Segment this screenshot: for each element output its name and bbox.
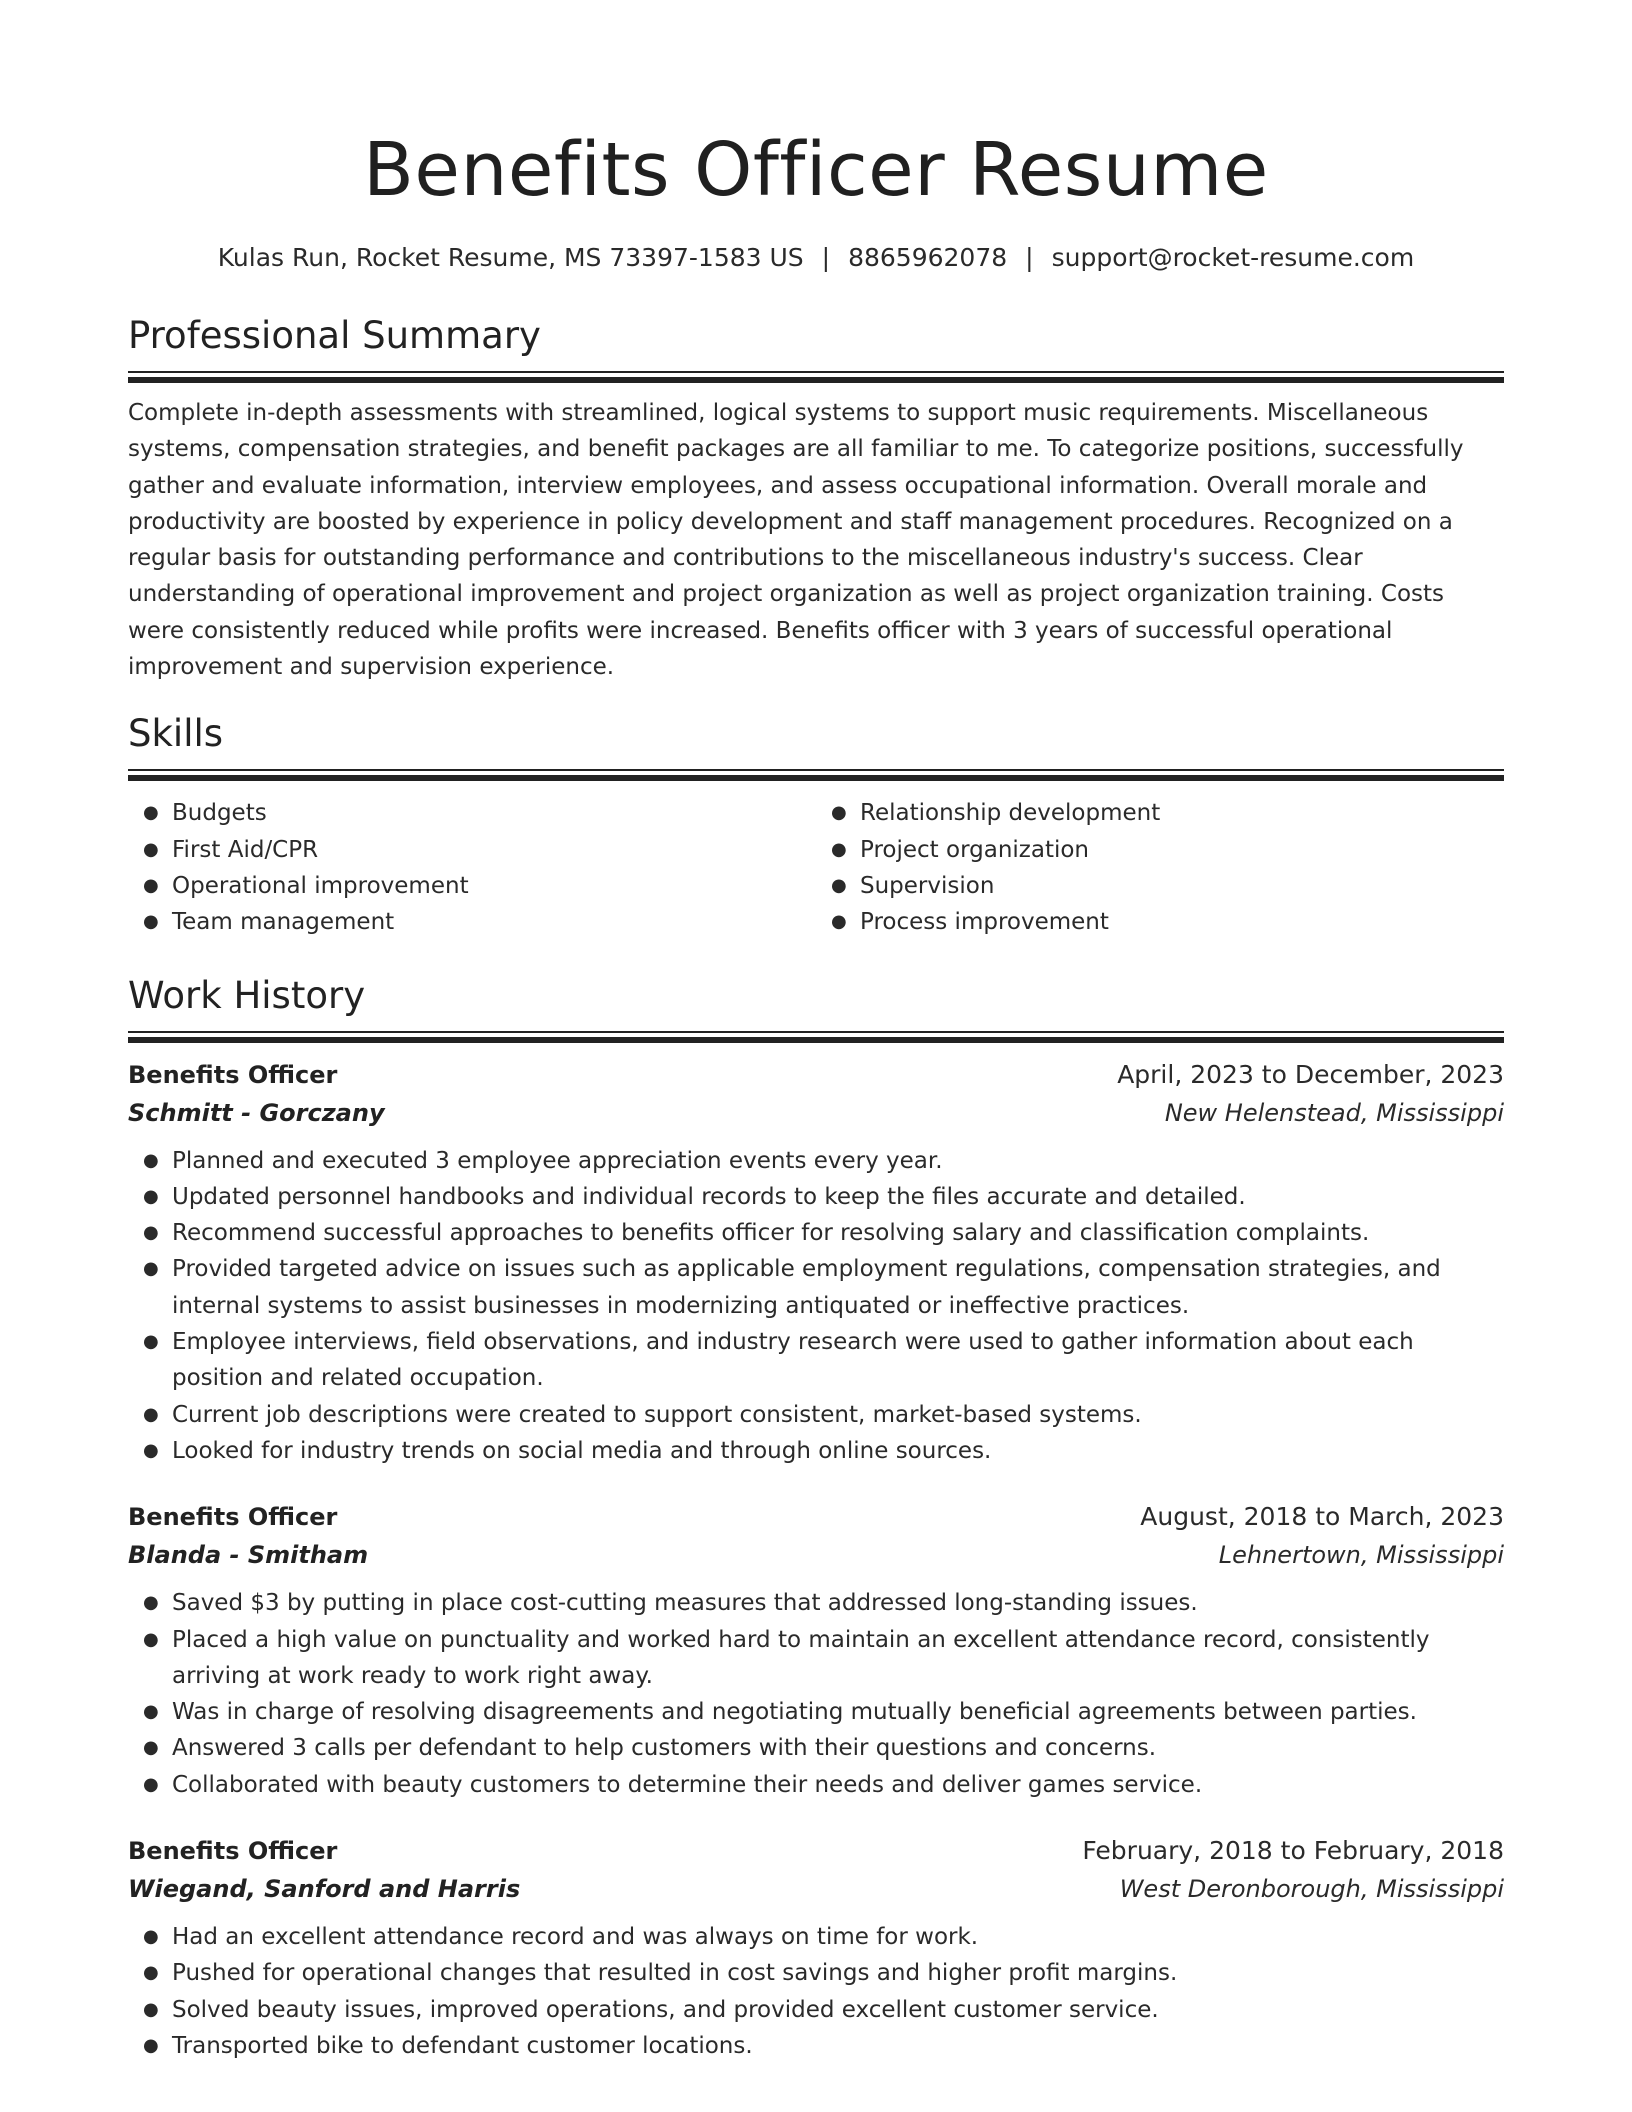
contact-separator: | [1025, 243, 1034, 272]
bullet-icon: ● [831, 838, 847, 860]
job-title: Benefits Officer [128, 1503, 338, 1532]
list-item-text: Collaborated with beauty customers to determine their needs and deliver games service. [172, 1771, 1203, 1798]
job-entry [128, 1057, 1504, 1470]
bullet-icon: ● [143, 1185, 159, 1207]
contact-address: Kulas Run, Rocket Resume, MS 73397-1583 US [217, 243, 804, 272]
job-dates: April, 2023 to December, 2023 [1117, 1059, 1504, 1089]
list-item [143, 868, 816, 904]
skills-list-left [128, 795, 816, 940]
job-bullets [128, 1143, 1504, 1470]
job-company: Blanda - Smitham [128, 1541, 369, 1570]
contact-separator: | [821, 243, 831, 272]
section-divider [128, 371, 1504, 383]
list-item-text: Operational improvement [172, 872, 469, 899]
job-company-row [128, 1869, 1504, 1909]
list-item-text: Looked for industry trends on social media and through online sources. [172, 1437, 992, 1464]
section-divider [128, 1031, 1504, 1043]
list-item [143, 1992, 1504, 2028]
job-header-row [128, 1499, 1504, 1535]
list-item-text: Process improvement [860, 909, 1109, 936]
list-item [143, 1251, 1504, 1324]
list-item [143, 904, 816, 940]
bullet-icon: ● [143, 1258, 159, 1280]
bullet-icon: ● [143, 1149, 159, 1171]
list-item-text: Answered 3 calls per defendant to help customers with their questions and concerns. [172, 1735, 1157, 1762]
bullet-icon: ● [143, 1439, 159, 1461]
list-item-text: Project organization [860, 836, 1090, 863]
bullet-icon: ● [143, 911, 159, 933]
contact-line [128, 242, 1504, 274]
list-item-text: Transported bike to defendant customer locations. [172, 2032, 753, 2059]
bullet-icon: ● [143, 1701, 159, 1723]
bullet-icon: ● [143, 1773, 159, 1795]
list-item [143, 795, 816, 831]
job-dates: August, 2018 to March, 2023 [1140, 1502, 1504, 1532]
list-item-text: Was in charge of resolving disagreements and negotiating mutually beneficial agreements between parties. [172, 1699, 1417, 1726]
skills-heading: Skills [128, 712, 224, 756]
bullet-icon: ● [143, 1962, 159, 1984]
list-item [143, 1955, 1504, 1991]
bullet-icon: ● [143, 802, 159, 824]
list-item-text: Solved beauty issues, improved operations, and provided excellent customer service. [172, 1996, 1159, 2023]
list-item [143, 1179, 1504, 1215]
list-item [143, 1215, 1504, 1251]
job-company-row [128, 1093, 1504, 1133]
list-item [143, 1919, 1504, 1955]
summary-text: Complete in-depth assessments with streamlined, logical systems to support music requirements. Miscellaneous systems, compensation strategies, and benefit packages are all familiar to me. To categorize positions, successfully gather and evaluate information, interview employees, and assess occupational information. Overall morale and productivity are boosted by experience in policy development and staff management procedures. Recognized on a regular basis for outstanding performance and contributions to the miscellaneous industry's success. Clear understanding of operational improvement and project organization as well as project organization training. Costs were consistently reduced while profits were increased. Benefits officer with 3 years of successful operational improvement and supervision experience. [128, 400, 1464, 681]
job-bullets [128, 1585, 1504, 1803]
bullet-icon: ● [143, 1331, 159, 1353]
job-bullets [128, 1919, 1504, 2064]
list-item [143, 1397, 1504, 1433]
skills-section [128, 711, 1504, 940]
list-item-text: Provided targeted advice on issues such as applicable employment regulations, compensation strategies, and internal systems to assist businesses in modernizing antiquated or ineffective practices. [172, 1256, 1441, 1319]
list-item-text: Relationship development [860, 800, 1161, 827]
job-location: New Helenstead, Mississippi [1164, 1098, 1504, 1127]
bullet-icon: ● [143, 2034, 159, 2056]
list-item [143, 832, 816, 868]
list-item [831, 868, 1504, 904]
list-item-text: Budgets [172, 800, 267, 827]
list-item-text: Supervision [860, 872, 995, 899]
list-item-text: Updated personnel handbooks and individual records to keep the files accurate and detailed. [172, 1183, 1246, 1210]
bullet-icon: ● [143, 1222, 159, 1244]
list-item [831, 795, 1504, 831]
job-entry [128, 1833, 1504, 2064]
list-item [143, 1694, 1504, 1730]
resume-page [128, 0, 1504, 2064]
list-item-text: Planned and executed 3 employee appreciation events every year. [172, 1147, 943, 1174]
job-header-row [128, 1833, 1504, 1869]
bullet-icon: ● [143, 1628, 159, 1650]
bullet-icon: ● [143, 1737, 159, 1759]
list-item [143, 1143, 1504, 1179]
list-item-text: First Aid/CPR [172, 836, 319, 863]
list-item-text: Current job descriptions were created to support consistent, market-based systems. [172, 1401, 1142, 1428]
work-history-heading: Work History [128, 973, 366, 1017]
section-divider [128, 769, 1504, 781]
list-item-text: Employee interviews, field observations, and industry research were used to gather information about each position and related occupation. [172, 1329, 1414, 1392]
list-item [143, 1730, 1504, 1766]
job-company: Wiegand, Sanford and Harris [128, 1875, 521, 1904]
job-entry [128, 1499, 1504, 1803]
list-item [143, 1585, 1504, 1621]
list-item-text: Had an excellent attendance record and was always on time for work. [172, 1924, 979, 1951]
resume-title: Benefits Officer Resume [363, 127, 1269, 213]
list-item-text: Team management [172, 909, 395, 936]
job-company-row [128, 1535, 1504, 1575]
job-dates: February, 2018 to February, 2018 [1082, 1836, 1504, 1866]
job-title: Benefits Officer [128, 1060, 338, 1089]
list-item [831, 904, 1504, 940]
list-item [143, 1622, 1504, 1695]
bullet-icon: ● [143, 838, 159, 860]
contact-email: support@rocket-resume.com [1051, 243, 1415, 272]
skills-list-right [816, 795, 1504, 940]
work-history-section [128, 973, 1504, 2065]
list-item-text: Recommend successful approaches to benefits officer for resolving salary and classification complaints. [172, 1220, 1370, 1247]
list-item [831, 832, 1504, 868]
list-item [143, 1767, 1504, 1803]
summary-section [128, 313, 1504, 685]
summary-heading: Professional Summary [128, 314, 541, 357]
job-location: Lehnertown, Mississippi [1218, 1541, 1504, 1570]
list-item [143, 2028, 1504, 2064]
job-header-row [128, 1057, 1504, 1093]
list-item-text: Placed a high value on punctuality and worked hard to maintain an excellent attendance record, consistently arriving at work ready to work right away. [172, 1626, 1430, 1689]
job-company: Schmitt - Gorczany [128, 1098, 385, 1127]
job-location: West Deronborough, Mississippi [1119, 1875, 1504, 1904]
list-item-text: Saved $3 by putting in place cost-cutting measures that addressed long-standing issues. [172, 1590, 1198, 1617]
bullet-icon: ● [143, 1998, 159, 2020]
bullet-icon: ● [143, 1403, 159, 1425]
bullet-icon: ● [831, 802, 847, 824]
bullet-icon: ● [143, 1926, 159, 1948]
contact-phone: 8865962078 [848, 243, 1008, 272]
bullet-icon: ● [143, 874, 159, 896]
bullet-icon: ● [143, 1592, 159, 1614]
bullet-icon: ● [831, 911, 847, 933]
job-title: Benefits Officer [128, 1837, 338, 1866]
skills-columns [128, 795, 1504, 940]
list-item [143, 1324, 1504, 1397]
list-item-text: Pushed for operational changes that resulted in cost savings and higher profit margins. [172, 1960, 1178, 1987]
bullet-icon: ● [831, 874, 847, 896]
list-item [143, 1433, 1504, 1469]
